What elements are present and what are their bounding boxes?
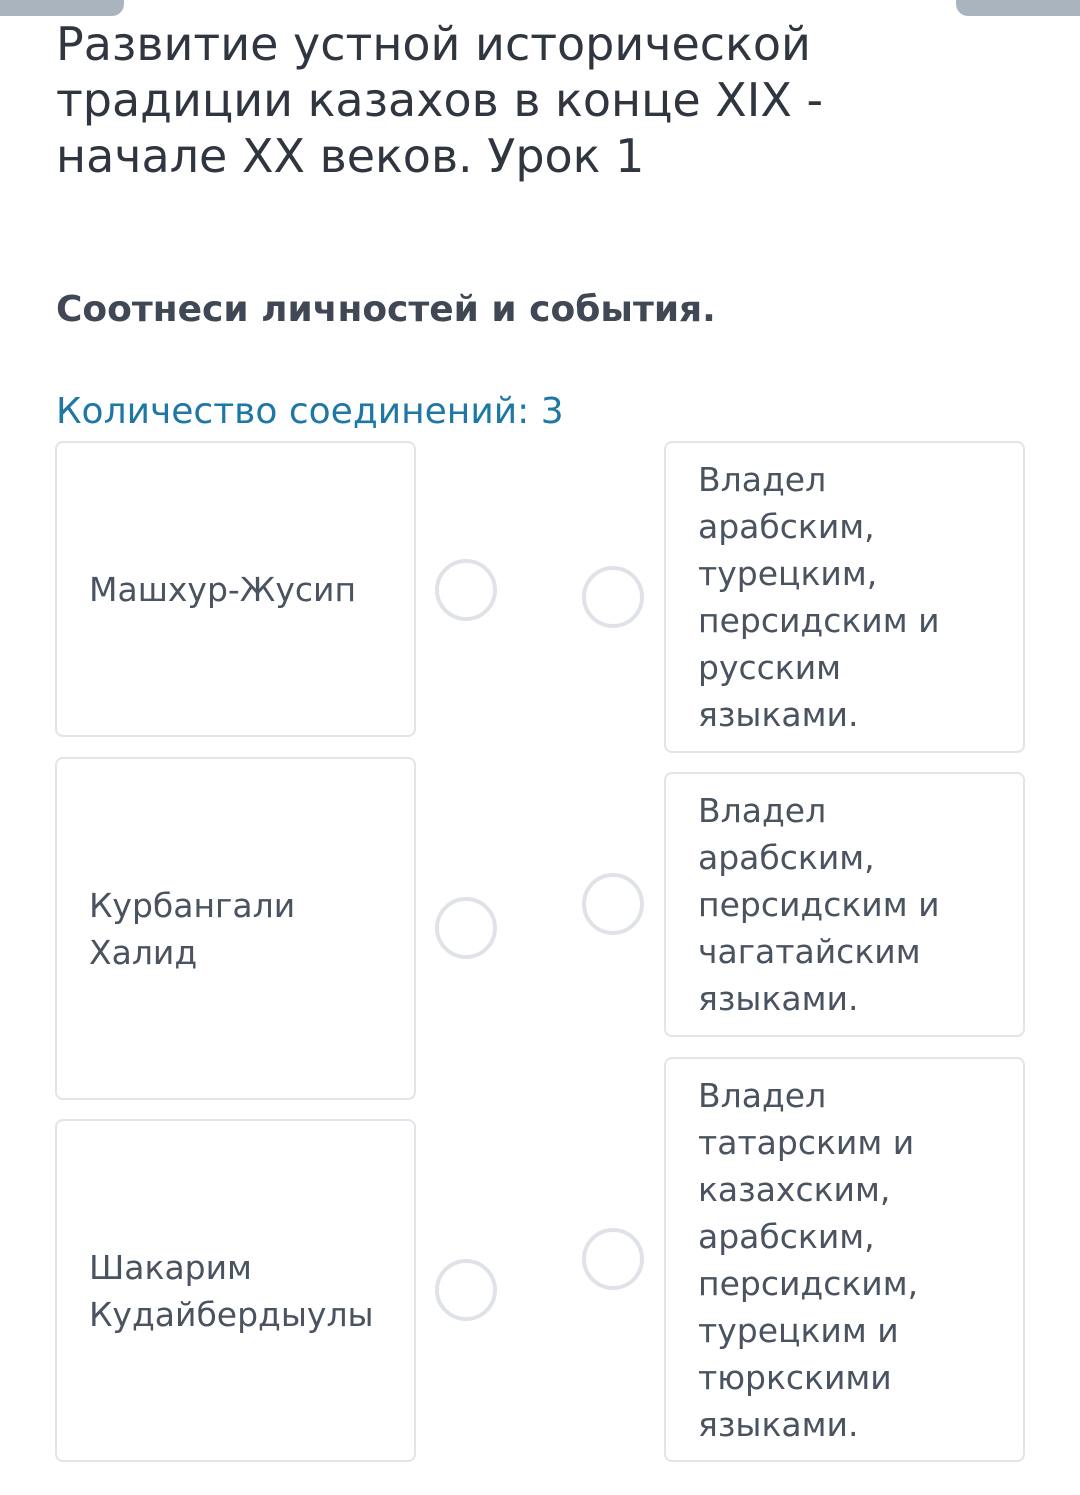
event-card-2[interactable]	[664, 772, 1025, 1037]
top-tab-left	[0, 0, 124, 16]
person-card-mashhur-zhusip[interactable]	[55, 441, 416, 737]
person-label: Машхур-Жусип	[89, 569, 357, 609]
event-label: Владел татарским и казахским, арабским, персидским, турецким и тюркскими языками.	[698, 1075, 919, 1444]
person-card-shakarim-kudaiberdyuly[interactable]	[55, 1119, 416, 1462]
event-card-1[interactable]	[664, 441, 1025, 753]
event-connector-2[interactable]	[582, 873, 644, 935]
event-connector-1[interactable]	[582, 566, 644, 628]
person-connector-1[interactable]	[435, 559, 497, 621]
person-label: Шакарим Кудайбердыулы	[89, 1247, 374, 1334]
top-tab-right	[956, 0, 1080, 16]
person-connector-3[interactable]	[435, 1259, 497, 1321]
task-instruction: Соотнеси личностей и события.	[56, 289, 716, 330]
person-card-kurbangali-khalid[interactable]	[55, 757, 416, 1100]
event-connector-3[interactable]	[582, 1228, 644, 1290]
connections-count: Количество соединений: 3	[56, 391, 564, 432]
event-label: Владел арабским, персидским и чагатайским языками.	[698, 791, 940, 1018]
event-label: Владел арабским, турецким, персидским и русским языками.	[698, 460, 940, 734]
lesson-title: Развитие устной исторической традиции казахов в конце XIX - начале XX веков. Урок 1	[56, 17, 824, 183]
event-card-3[interactable]	[664, 1057, 1025, 1462]
person-label: Курбангали Халид	[89, 885, 296, 972]
person-connector-2[interactable]	[435, 897, 497, 959]
